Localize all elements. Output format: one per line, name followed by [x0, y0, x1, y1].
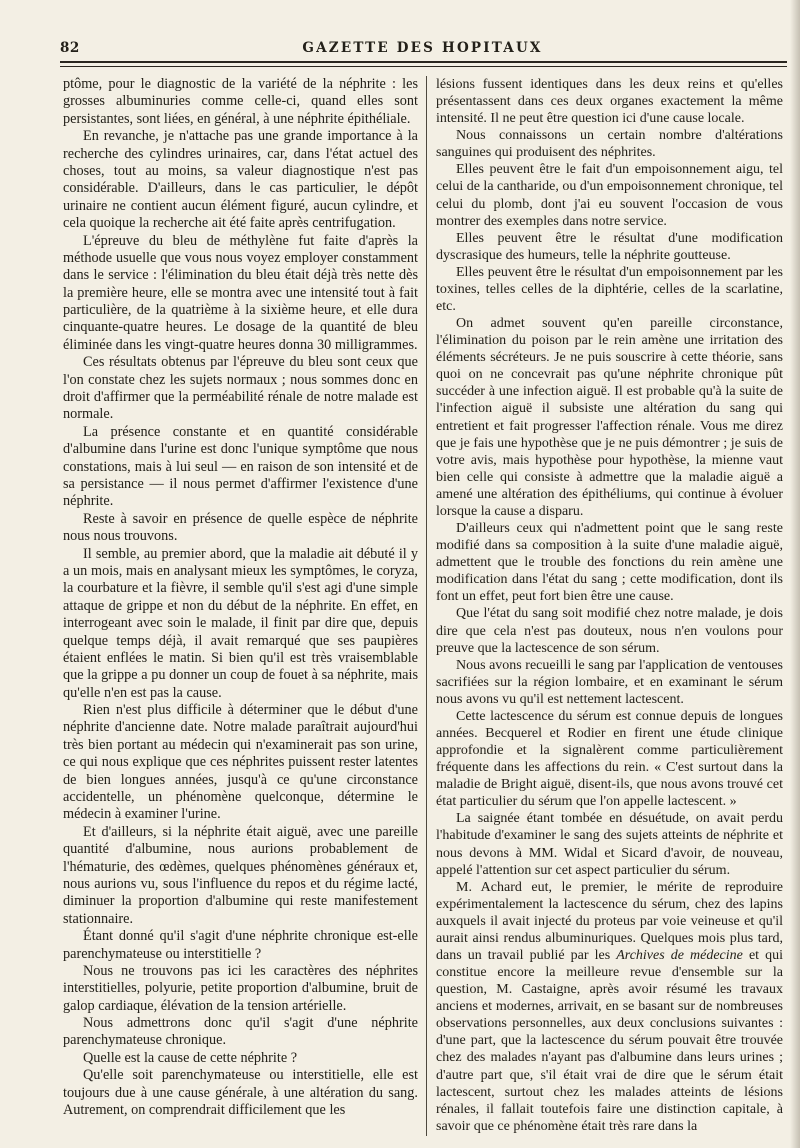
paragraph [436, 76, 783, 127]
paragraph [436, 230, 783, 264]
paragraph-text: Reste à savoir en présence de quelle espèce de néphrite nous nous trouvons. [63, 510, 418, 545]
column-separator [426, 76, 427, 1136]
paragraph [63, 354, 418, 424]
paragraph-text: Rien n'est plus difficile à déterminer que le début d'une néphrite d'ancienne date. Notre malade paraîtrait aujourd'hui très bien portant au médecin qui n'examinerait pas son urine, ce qui nous explique que ces néphrites puissent rester latentes de bien longues années, jusqu'à ce qu'une circonstance accidentelle, un phénomène quelconque, détermine le médecin à examiner l'urine. [63, 702, 418, 823]
paragraph-text: En revanche, je n'attache pas une grande importance à la recherche des cylindres urinaires, car, dans l'état actuel des choses, tout au moins, sa valeur diagnostique n'est pas considérable. D'ailleurs, dans le cas particulier, le dépôt urinaire ne contient aucun élément figuré, aucun cylindre, et cela quoique la recherche ait été faite après centrifugation. [63, 128, 418, 232]
paragraph-text: Elles peuvent être le résultat d'une modification dyscrasique des humeurs, telle la néphrite goutteuse. [436, 230, 783, 263]
paragraph [63, 128, 418, 232]
paragraph [63, 546, 418, 703]
paragraph [63, 963, 418, 1015]
paragraph [436, 315, 783, 520]
paragraph-text: M. Achard eut, le premier, le mérite de reproduire expérimentalement la lactescence du sérum, chez des lapins auxquels il avait injecté du proteus par voie veineuse et qu'il aurait ainsi rendus albuminuriques. Quelques mois plus tard, dans un travail publié par les [436, 879, 783, 963]
paragraph [63, 511, 418, 546]
header-rule-thin [60, 66, 787, 67]
paragraph-text: La présence constante et en quantité considérable d'albumine dans l'urine est donc l'unique symptôme que nous constations, mais à lui seul — en raison de son intensité et de sa persistance — il nous permet d'affirmer l'existence d'une néphrite. [63, 423, 418, 510]
paragraph [63, 824, 418, 928]
paragraph-text: La saignée étant tombée en désuétude, on avait perdu l'habitude d'examiner le sang des sujets atteints de néphrite et nous devons à MM. Widal et Sicard d'avoir, de nouveau, appelé l'attention sur cet aspect particulier du sérum. [436, 811, 783, 878]
paragraph-text: et qui constitue encore la meilleure revue d'ensemble sur la question, M. Castaigne, après avoir résumé les travaux anciens et modernes, arrivait, en se basant sur de nombreuses observations personnelles, aux deux conclusions suivantes : d'une part, que la lactescence du sérum pouvait être trouvée chez des malades n'ayant pas d'albumine dans leurs urines ; d'autre part que, s'il était vrai de dire que le sérum était lactescent, surtout chez les malades atteints de lésions rénales, il fallait toutefois faire une distinction capitale, à savoir que ce phénomène était très rare dans la [436, 947, 783, 1134]
paragraph [63, 424, 418, 511]
paragraph [63, 928, 418, 963]
right-column [436, 76, 783, 1135]
paragraph [63, 1015, 418, 1050]
paragraph-text: Nous admettrons donc qu'il s'agit d'une néphrite parenchymateuse chronique. [63, 1015, 418, 1049]
paragraph [436, 127, 783, 161]
paragraph [436, 264, 783, 315]
paragraph-text: Elles peuvent être le fait d'un empoisonnement aigu, tel celui de la cantharide, ou d'un empoisonnement chronique, tel celui du plomb, dont j'ai eu souvent l'occasion de vous montrer des exemples dans notre service. [436, 162, 783, 229]
paragraph [436, 810, 783, 878]
paragraph [436, 657, 783, 708]
paragraph-text: Cette lactescence du sérum est connue depuis de longues années. Becquerel et Rodier en firent une étude clinique approfondie et la signalèrent comme particulièrement fréquente dans les affections du rein. « C'est surtout dans la maladie de Bright aiguë, disent-ils, que nous avons trouvé cet état particulier du sérum que l'on appelle lactescent. » [436, 708, 783, 810]
paragraph [63, 702, 418, 824]
paragraph-text: Ces résultats obtenus par l'épreuve du bleu sont ceux que l'on constate chez les sujets normaux ; nous sommes donc en droit d'affirmer que la perméabilité rénale de notre malade est normale. [63, 354, 418, 423]
paragraph [63, 1067, 418, 1119]
paragraph [436, 879, 783, 1135]
paragraph-text: Quelle est la cause de cette néphrite ? [83, 1049, 298, 1066]
paragraph-text: Nous avons recueilli le sang par l'application de ventouses sacrifiées sur la région lombaire, et en examinant le sérum nous avons vu qu'il est nettement lactescent. [436, 657, 783, 707]
paragraph [436, 161, 783, 229]
paragraph [436, 520, 783, 605]
paragraph-text: Nous connaissons un certain nombre d'altérations sanguines qui produisent des néphrites. [436, 128, 783, 161]
paragraph-text: ptôme, pour le diagnostic de la variété de la néphrite : les grosses albuminuries comme celle-ci, quand elles sont persistantes, sont liées, en général, à une néphrite épithéliale. [63, 76, 418, 127]
header-rule-thick [60, 61, 787, 63]
left-column [63, 76, 418, 1119]
paragraph [63, 76, 418, 128]
paragraph-text: Elles peuvent être le résultat d'un empoisonnement par les toxines, telles celles de la diphtérie, celles de la scarlatine, etc. [436, 264, 783, 315]
paragraph [63, 233, 418, 355]
paragraph-text: lésions fussent identiques dans les deux reins et qu'elles présentassent dans ces deux organes exactement la même intensité. Il ne peut être question ici d'une cause locale. [436, 77, 783, 127]
paragraph-text: Il semble, au premier abord, que la maladie ait débuté il y a un mois, mais en analysant mieux les symptômes, le coryza, la courbature et la fièvre, il semble qu'il s'est agi d'une simple attaque de grippe et non du début de la néphrite. En effet, en interrogeant avec soin le malade, il finit par dire que, depuis quelque temps déjà, il avait remarqué que ses paupières étaient enflées le matin. Si bien qu'il est très vraisemblable que la grippe a pu donner un coup de fouet à sa néphrite, mais qu'elle n'en est pas la cause. [63, 545, 418, 701]
paragraph-text: Que l'état du sang soit modifié chez notre malade, je dois dire que cela n'est pas douteux, nous n'en voulons pour preuve que la lactescence de son sérum. [436, 606, 783, 656]
paragraph-text: Étant donné qu'il s'agit d'une néphrite chronique est-elle parenchymateuse ou interstitielle ? [63, 928, 418, 962]
page-number: 82 [60, 40, 80, 56]
journal-reference-italic: Archives de médecine [616, 947, 743, 963]
journal-title: GAZETTE DES HOPITAUX [302, 40, 543, 56]
paragraph [63, 1050, 418, 1067]
paragraph-text: D'ailleurs ceux qui n'admettent point que le sang reste modifié dans sa composition à la suite d'une maladie aiguë, admettent que le trouble des fonctions du rein amène une modification dans l'état du sang ; cette modification, dont ils font un effet, peut fort bien être une cause. [436, 521, 783, 605]
paragraph-text: L'épreuve du bleu de méthylène fut faite d'après la méthode usuelle que vous nous voyez employer constamment dans le service : l'élimination du bleu était déjà très nette dès la première heure, elle se montra avec une intensité tout à fait particulière, de la quatrième à la sixième heure, et elle dura cinquante-quatre heures. Le dosage de la quantité de bleu éliminée dans les vingt-quatre heures donna 30 milligrammes. [63, 232, 418, 353]
paragraph [436, 605, 783, 656]
paragraph [436, 708, 783, 810]
paragraph-text: Et d'ailleurs, si la néphrite était aiguë, avec une pareille quantité d'albumine, nous aurions probablement de l'hématurie, des œdèmes, quelques phénomènes généraux et, nous aurions vu, sous l'influence du repos et du régime lacté, diminuer la proportion d'albumine qui reste manifestement stationnaire. [63, 823, 418, 927]
paragraph-text: Qu'elle soit parenchymateuse ou interstitielle, elle est toujours due à une cause générale, à une altération du sang. Autrement, on comprendrait difficilement que les [63, 1067, 418, 1119]
page-edge-shadow [790, 0, 800, 1148]
paragraph-text: Nous ne trouvons pas ici les caractères des néphrites interstitielles, polyurie, petite proportion d'albumine, bruit de galop cardiaque, élévation de la tension artérielle. [63, 962, 418, 1014]
paragraph-text: On admet souvent qu'en pareille circonstance, l'élimination du poison par le rein amène une irritation des éléments sécréteurs. Je ne puis souscrire à cette théorie, sans quoi on ne concevrait pas qu'une néphrite chronique pût succéder à une infection aiguë. Il est probable qu'à la suite de l'infection aiguë il subsiste une altération du sang qui entretient et fait progresser l'affection rénale. Vous me direz que je fais une hypothèse que je ne puis démontrer ; je suis de votre avis, mais hypothèse pour hypothèse, la mienne vaut bien celle qui consiste à admettre que la maladie aiguë a amené une altération des épithéliums, qui continue à évoluer lorsque la cause a disparu. [436, 316, 783, 519]
